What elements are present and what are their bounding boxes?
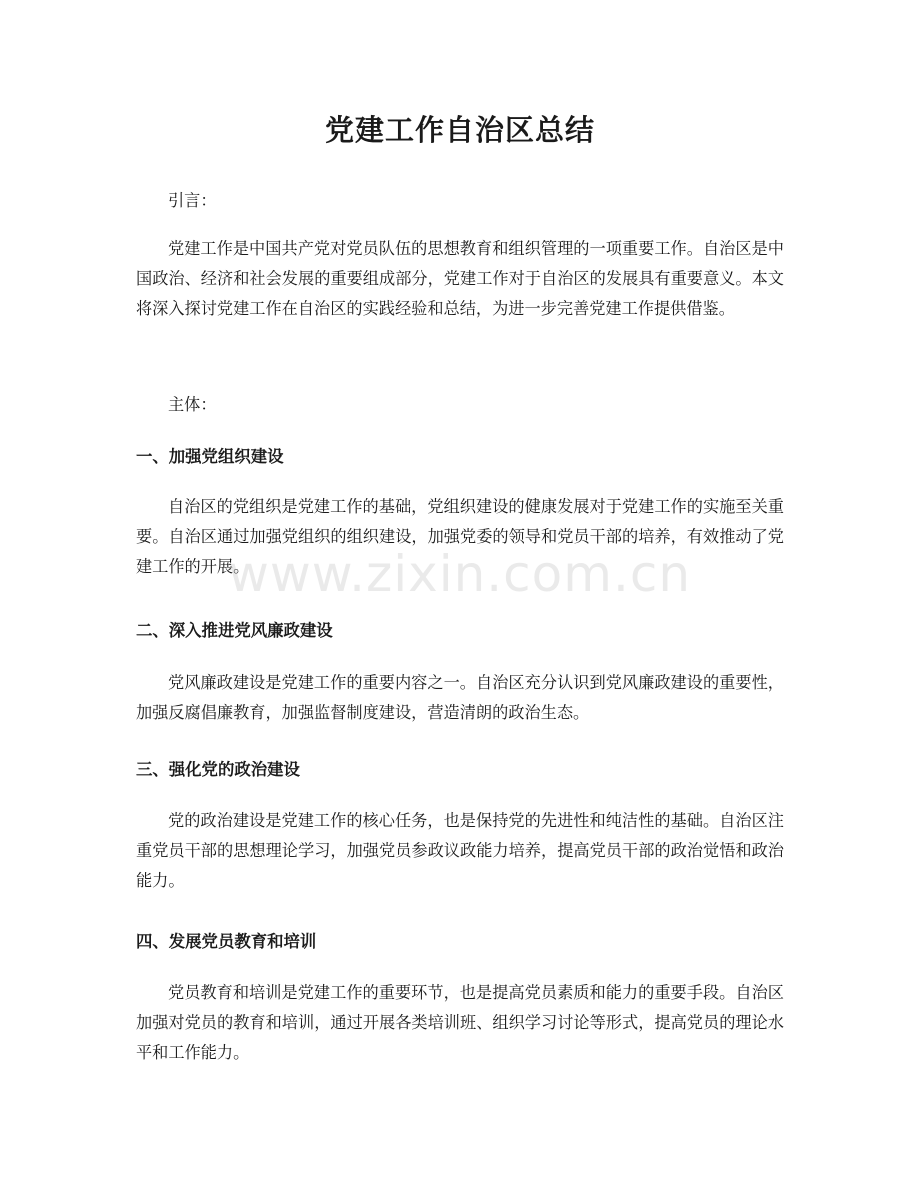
intro-label: 引言： xyxy=(168,191,217,210)
section-heading-2: 二、深入推进党风廉政建设 xyxy=(136,621,333,640)
watermark-text: www.zixin.com.cn xyxy=(228,545,692,603)
section-heading-4: 四、发展党员教育和培训 xyxy=(136,932,317,951)
page-title: 党建工作自治区总结 xyxy=(324,113,595,147)
body-label: 主体： xyxy=(168,395,217,414)
intro-paragraph: 党建工作是中国共产党对党员队伍的思想教育和组织管理的一项重要工作。自治区是中国政治、经济和社会发展的重要组成部分，党建工作对于自治区的发展具有重要意义。本文将深入探讨党建工作在自治区的实践经验和总结，为进一步完善党建工作提供借鉴。 xyxy=(136,239,784,318)
section-paragraph-2: 党风廉政建设是党建工作的重要内容之一。自治区充分认识到党风廉政建设的重要性，加强反腐倡廉教育，加强监督制度建设，营造清朗的政治生态。 xyxy=(136,673,784,722)
section-paragraph-4: 党员教育和培训是党建工作的重要环节，也是提高党员素质和能力的重要手段。自治区加强对党员的教育和培训，通过开展各类培训班、组织学习讨论等形式，提高党员的理论水平和工作能力。 xyxy=(136,983,784,1062)
section-heading-3: 三、强化党的政治建设 xyxy=(136,760,300,779)
section-heading-1: 一、加强党组织建设 xyxy=(136,447,284,466)
section-paragraph-1: 自治区的党组织是党建工作的基础，党组织建设的健康发展对于党建工作的实施至关重要。自治区通过加强党组织的组织建设，加强党委的领导和党员干部的培养，有效推动了党建工作的开展。 xyxy=(136,497,784,576)
section-paragraph-3: 党的政治建设是党建工作的核心任务，也是保持党的先进性和纯洁性的基础。自治区注重党员干部的思想理论学习，加强党员参政议政能力培养，提高党员干部的政治觉悟和政治能力。 xyxy=(136,811,784,890)
